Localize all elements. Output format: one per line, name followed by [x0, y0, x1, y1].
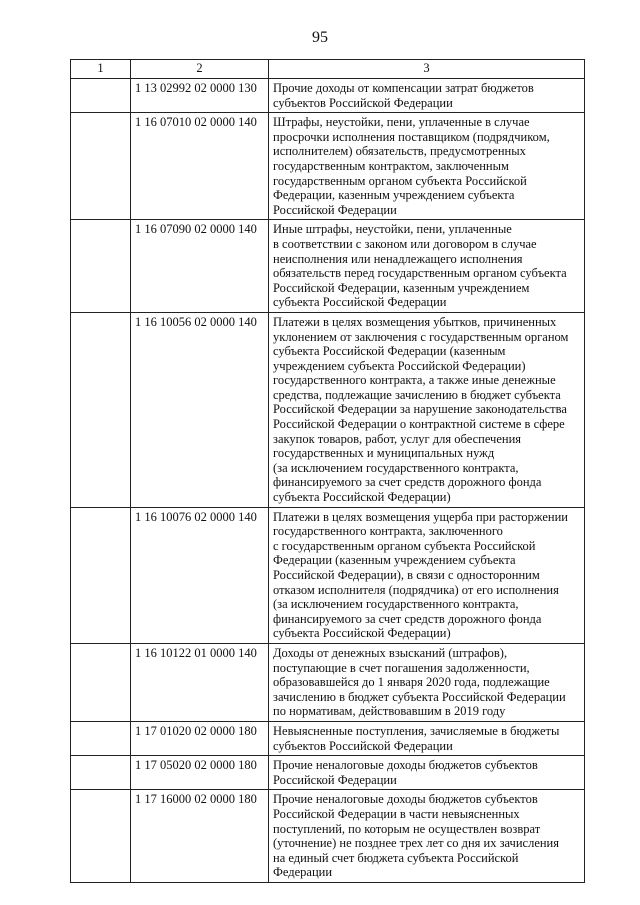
empty-cell — [71, 220, 131, 313]
table-header-row — [71, 60, 585, 79]
budget-code: 1 17 16000 02 0000 180 — [131, 790, 269, 883]
table-row — [71, 79, 585, 113]
table-row — [71, 220, 585, 313]
income-description: Платежи в целях возмещения ущерба при расторжении государственного контракта, заключенного с государственным органом субъекта Российской Федерации (казенным учреждением субъекта Российской Федерации), в связи с односторонним отказом исполнителя (подрядчика) от его исполнения (за исключением государственного контракта, финансируемого за счет средств дорожного фонда субъекта Российской Федерации) — [269, 507, 585, 643]
empty-cell — [71, 507, 131, 643]
revenue-codes-table — [70, 59, 585, 883]
empty-cell — [71, 790, 131, 883]
empty-cell — [71, 721, 131, 755]
column-header-1: 1 — [71, 60, 131, 79]
budget-code: 1 17 05020 02 0000 180 — [131, 756, 269, 790]
empty-cell — [71, 756, 131, 790]
table-row — [71, 790, 585, 883]
income-description: Иные штрафы, неустойки, пени, уплаченные в соответствии с законом или договором в случае неисполнения или ненадлежащего исполнения обязательств перед государственным органом субъекта Российской Федерации, казенным учреждением субъекта Российской Федерации — [269, 220, 585, 313]
income-description: Штрафы, неустойки, пени, уплаченные в случае просрочки исполнения поставщиком (подрядчиком, исполнителем) обязательств, предусмотренных государственным контрактом, заключенным государственным органом субъекта Российской Федерации, казенным учреждением субъекта Российской Федерации — [269, 113, 585, 220]
empty-cell — [71, 113, 131, 220]
column-header-3: 3 — [269, 60, 585, 79]
table-row — [71, 113, 585, 220]
income-description: Прочие неналоговые доходы бюджетов субъектов Российской Федерации — [269, 756, 585, 790]
empty-cell — [71, 79, 131, 113]
income-description: Доходы от денежных взысканий (штрафов), поступающие в счет погашения задолженности, образовавшейся до 1 января 2020 года, подлежащие зачислению в бюджет субъекта Российской Федерации по нормативам, действовавшим в 2019 году — [269, 643, 585, 721]
column-header-2: 2 — [131, 60, 269, 79]
budget-code: 1 16 10056 02 0000 140 — [131, 312, 269, 507]
income-description: Прочие неналоговые доходы бюджетов субъектов Российской Федерации в части невыясненных поступлений, по которым не осуществлен возврат (уточнение) не позднее трех лет со дня их зачисления на единый счет бюджета субъекта Российской Федерации — [269, 790, 585, 883]
income-description: Прочие доходы от компенсации затрат бюджетов субъектов Российской Федерации — [269, 79, 585, 113]
budget-code: 1 16 10076 02 0000 140 — [131, 507, 269, 643]
table-row — [71, 643, 585, 721]
budget-code: 1 16 07090 02 0000 140 — [131, 220, 269, 313]
table-row — [71, 756, 585, 790]
budget-code: 1 16 07010 02 0000 140 — [131, 113, 269, 220]
budget-code: 1 17 01020 02 0000 180 — [131, 721, 269, 755]
income-description: Платежи в целях возмещения убытков, причиненных уклонением от заключения с государственным органом субъекта Российской Федерации (казенным учреждением субъекта Российской Федерации) государственного контракта, а также иные денежные средства, подлежащие зачислению в бюджет субъекта Российской Федерации за нарушение законодательства Российской Федерации о контрактной системе в сфере закупок товаров, работ, услуг для обеспечения государственных и муниципальных нужд (за исключением государственного контракта, финансируемого за счет средств дорожного фонда субъекта Российской Федерации) — [269, 312, 585, 507]
page-number: 95 — [312, 29, 328, 46]
income-description: Невыясненные поступления, зачисляемые в бюджеты субъектов Российской Федерации — [269, 721, 585, 755]
budget-code: 1 16 10122 01 0000 140 — [131, 643, 269, 721]
table-row — [71, 721, 585, 755]
table-row — [71, 507, 585, 643]
empty-cell — [71, 312, 131, 507]
table-row — [71, 312, 585, 507]
empty-cell — [71, 643, 131, 721]
budget-code: 1 13 02992 02 0000 130 — [131, 79, 269, 113]
